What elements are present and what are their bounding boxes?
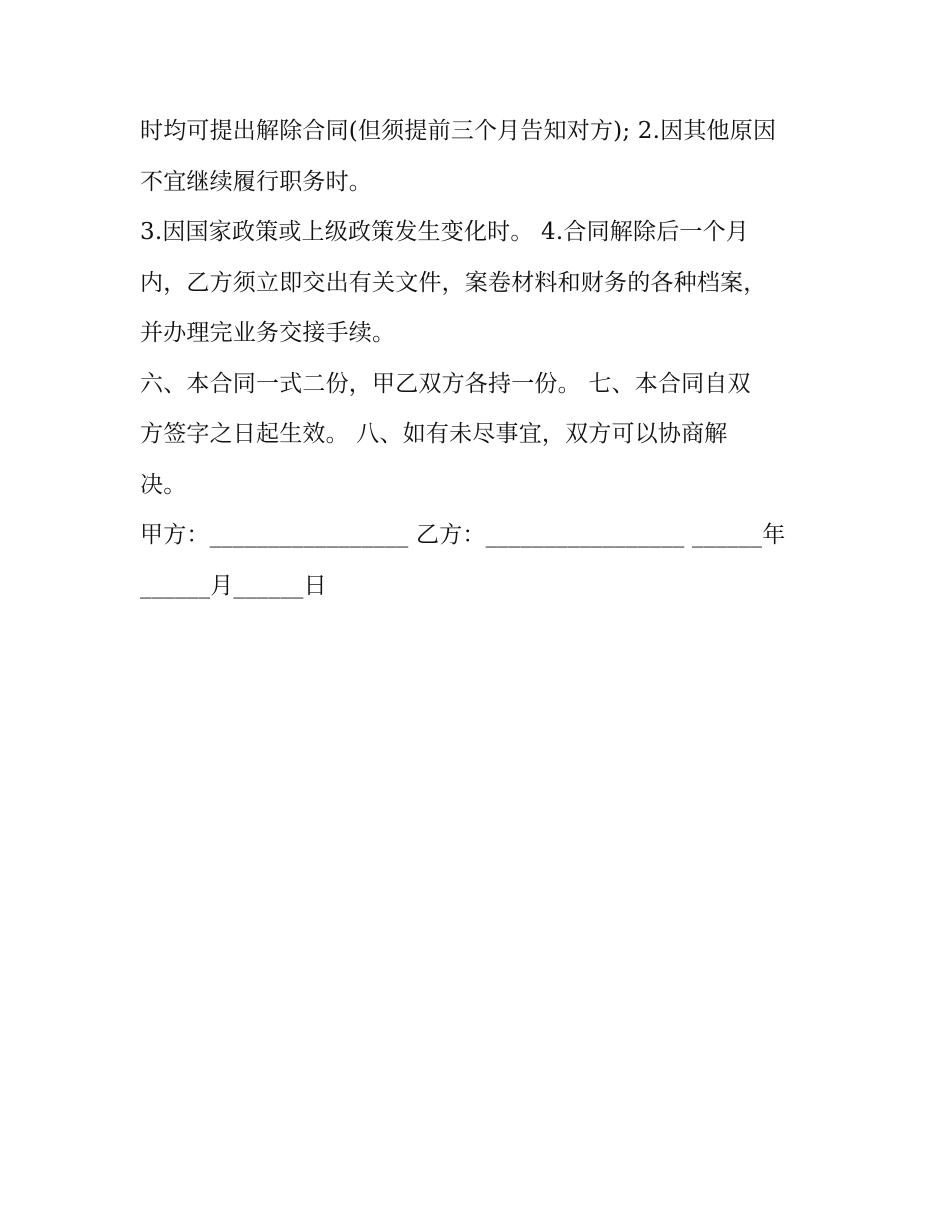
contract-text-block [140,106,820,611]
signature-line: 甲方：_________________ 乙方：_________________ ______年 [140,522,786,548]
text-line-8: 决。 [140,471,187,498]
text-line-4: 内，乙方须立即交出有关文件，案卷材料和财务的各种档案， [140,269,767,296]
text-line-6: 六、本合同一式二份，甲乙双方各持一份。 七、本合同自双 [140,370,751,397]
text-line-7: 方签字之日起生效。 八、如有未尽事宜，双方可以协商解 [140,421,728,447]
date-line: ______月______日 [140,572,327,599]
text-line-5: 并办理完业务交接手续。 [140,320,396,346]
text-line-3: 3.因国家政策或上级政策发生变化时。 4.合同解除后一个月 [140,219,749,245]
text-line-1: 时均可提出解除合同(但须提前三个月告知对方); 2.因其他原因 [140,118,777,144]
text-line-2: 不宜继续履行职务时。 [140,168,372,195]
